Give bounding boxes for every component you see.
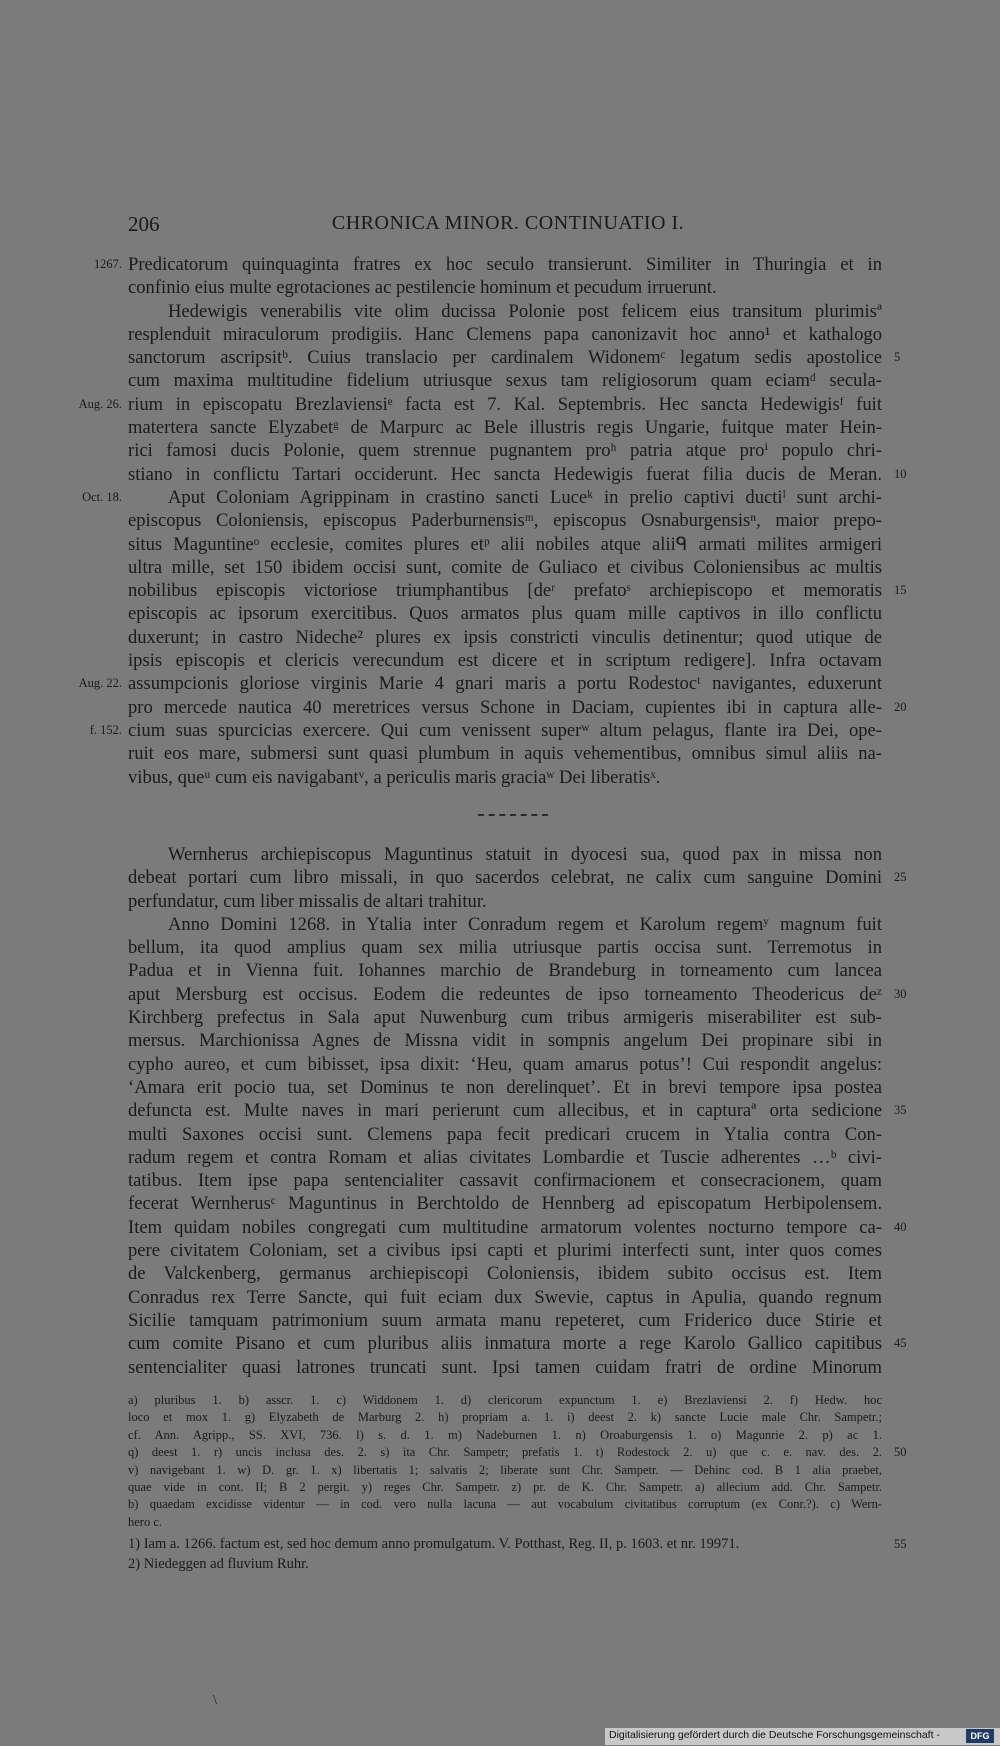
text-line-text: rici famosi ducis Polonie, quem strennue pugnantem proʰ patria atque proⁱ populo chri- <box>128 440 882 462</box>
text-line <box>128 626 882 649</box>
text-line-text: cypho aureo, et cum bibisset, ipsa dixit: ‘Heu, quam amarus potus’! Cui respondit angelus: <box>128 1053 882 1075</box>
text-line <box>128 1076 882 1099</box>
text-line-text: pro mercede nautica 40 meretrices versus Schone in Daciam, cupientes ibi in captura alle- <box>128 696 882 718</box>
footnote-line <box>128 1554 882 1574</box>
text-line-text: defuncta est. Multe naves in mari perierunt cum allecibus, et in capturaª orta sedicione <box>128 1100 882 1122</box>
text-line-text: ‘Amara erit pocio tua, set Dominus te non derelinquet’. Et in brevi tempore ipsa postea <box>128 1076 882 1098</box>
margin-line-number: 50 <box>894 1445 907 1460</box>
text-line <box>128 696 907 719</box>
text-line-text: Predicatorum quinquaginta fratres ex hoc seculo transierunt. Similiter in Thuringia et in <box>128 254 882 275</box>
text-line <box>78 393 882 416</box>
text-line-text: Anno Domini 1268. in Ytalia inter Conradum regem et Karolum regemʸ magnum fuit <box>168 913 882 935</box>
page-number: 206 <box>128 212 160 236</box>
main-text-section-1 <box>78 253 907 789</box>
text-line-text: vibus, queᵘ cum eis navigabantᵛ, a periculis maris graciaʷ Dei liberatisˣ. <box>128 766 661 788</box>
text-line <box>128 323 882 346</box>
text-line-text: Sicilie tamquam patrimonium suum armata manu repeteret, cum Friderico duce Stirie et <box>128 1309 882 1331</box>
text-line <box>128 509 882 532</box>
margin-line-number: 15 <box>894 583 907 598</box>
text-line <box>128 1216 907 1239</box>
apparatus-line <box>128 1392 882 1409</box>
text-line <box>128 742 882 765</box>
text-line <box>128 1239 882 1262</box>
text-line-text: perfundatur, cum liber missalis de altari trahitur. <box>128 890 487 912</box>
text-line <box>128 276 882 299</box>
text-line <box>128 1332 907 1355</box>
text-line-text: cum comite Pisano et cum pluribus aliis inmatura morte a rege Karolo Gallico capitibus <box>128 1333 882 1355</box>
apparatus-line <box>128 1409 882 1426</box>
text-line <box>93 253 882 276</box>
footnote-line-text: 1) Iam a. 1266. factum est, sed hoc demum anno promulgatum. V. Potthast, Reg. II, p. 1603. et nr. 19971. <box>128 1536 740 1552</box>
margin-date-note: Aug. 26. <box>78 396 122 411</box>
apparatus-line-text: loco et mox 1. g) Elyzabeth de Marburg 2. h) propriam a. 1. i) deest 2. k) sancte Lucie male Chr. Sampetr.; <box>128 1410 882 1425</box>
text-line <box>128 1169 882 1192</box>
text-line-text: episcopis ac ipsorum exercitibus. Quos armatos plus quam mille captivos in illo conflictu <box>128 603 882 625</box>
text-line <box>128 346 901 369</box>
text-line-text: resplenduit miraculorum prodigiis. Hanc Clemens papa canonizavit hoc anno¹ et kathalogo <box>128 323 882 345</box>
text-line-text: fecerat Wernherusᶜ Maguntinus in Berchtoldo de Hennberg ad episcopatum Herbipolensem. <box>128 1193 882 1215</box>
text-line-text: sentencialiter quasi latrones truncati sunt. Ipsi tamen cuidam fratri de ordine Minorum <box>128 1356 882 1378</box>
text-line <box>128 439 882 462</box>
text-line-text: sanctorum ascripsitᵇ. Cuius translacio per cardinalem Widonemᶜ legatum sedis apostolice <box>128 347 882 369</box>
text-line-text: mersus. Marchionissa Agnes de Missna vidit in sompnis angelum Dei propinare sibi in <box>128 1030 882 1052</box>
apparatus-line <box>128 1444 907 1461</box>
margin-line-number: 30 <box>894 986 907 1001</box>
text-line-text: rium in episcopatu Brezlaviensiᵉ facta est 7. Kal. Septembris. Hec sancta Hedewigisᶠ fuit <box>128 393 882 415</box>
text-line-text: ipsis episcopis et clericis verecundum est dicere et in scriptum redigere]. Infra octavam <box>128 650 882 672</box>
apparatus-line-text: q) deest 1. r) uncis inclusa des. 2. s) ita Chr. Sampetr; prefatis 1. t) Rodestock 2. u) que c. e. nav. des. 2. <box>128 1445 882 1460</box>
running-head: CHRONICA MINOR. CONTINUATIO I. <box>331 212 685 234</box>
text-line-text: situs Maguntineᵒ ecclesie, comites plures etᵖ alii nobiles atque aliiᑫ armati milites armigeri <box>128 533 882 555</box>
text-line <box>128 649 882 672</box>
text-line <box>128 1006 882 1029</box>
text-line-text: multi Saxones occisi sunt. Clemens papa fecit predicari crucem in Ytalia contra Con- <box>128 1123 882 1145</box>
text-line <box>128 369 882 392</box>
text-line <box>128 936 882 959</box>
text-line <box>128 1356 882 1379</box>
text-line-text: cium suas spurcicias exercere. Qui cum venissent superʷ altum pelagus, flante ira Dei, ope- <box>128 719 882 741</box>
text-line <box>128 1286 882 1309</box>
critical-apparatus <box>128 1392 907 1531</box>
text-line <box>128 959 882 982</box>
margin-date-note: 1267. <box>93 257 122 271</box>
text-line <box>128 579 907 602</box>
apparatus-line-text: cf. Ann. Agripp., SS. XVI, 736. l) s. d. 1. m) Nadeburnen 1. n) Oroaburgensis 1. o) Magunrie 2. p) ac 1. <box>128 1427 882 1442</box>
text-line-text: cum maxima multitudine fidelium utriusque sexus tam religiosorum quam eciamᵈ secula- <box>128 370 882 392</box>
apparatus-line <box>128 1462 882 1479</box>
text-line <box>128 1146 882 1169</box>
main-text-section-2 <box>128 843 907 1379</box>
text-line <box>128 866 907 889</box>
apparatus-line-text: b) quaedam excidisse videntur — in cod. vero nulla lacuna — aut vocabulum civitatibus corruptum (ex Conr.?). c) Wern- <box>128 1497 882 1512</box>
page-header <box>128 212 888 242</box>
text-line-text: radum regem et contra Romam et alias civitates Lombardie et Tuscie adherentes …ᵇ civi- <box>128 1146 882 1168</box>
text-line <box>128 556 882 579</box>
margin-line-number: 25 <box>894 870 907 885</box>
footnotes <box>128 1534 907 1574</box>
margin-line-number: 10 <box>894 466 907 481</box>
text-line <box>128 416 882 439</box>
text-line-text: assumpcionis gloriose virginis Marie 4 gnari maris a portu Rodestocᵗ navigantes, eduxerunt <box>128 673 882 695</box>
text-line-text: debeat portari cum libro missali, in quo sacerdos celebrat, ne calix cum sanguine Domini <box>128 867 882 889</box>
text-line <box>89 719 882 742</box>
text-line-text: Kirchberg prefectus in Sala aput Nuwenburg cum tribus armigeris miserabiliter est sub- <box>128 1007 882 1029</box>
text-line-text: Conradus rex Terre Sancte, qui fuit eciam dux Swevie, captus in Apulia, quando regnum <box>128 1286 882 1308</box>
dfg-logo: DFG <box>966 1729 994 1743</box>
text-line <box>128 1029 882 1052</box>
text-line <box>78 672 882 695</box>
text-line <box>82 486 882 509</box>
text-line-text: stiano in conflictu Tartari occiderunt. Hec sancta Hedewigis fuerat filia ducis de Meran. <box>128 463 882 485</box>
text-line-text: bellum, ita quod amplius quam sex milia utriusque partis occisa sunt. Terremotus in <box>128 937 882 959</box>
text-line-text: confinio eius multe egrotaciones ac pestilencie hominum et pecudum irruerunt. <box>128 277 717 299</box>
text-line <box>128 843 882 866</box>
margin-line-number: 35 <box>894 1103 907 1118</box>
text-line-text: Wernherus archiepiscopus Maguntinus statuit in dyocesi sua, quod pax in missa non <box>168 844 882 865</box>
text-line <box>128 1123 882 1146</box>
text-line <box>128 1053 882 1076</box>
apparatus-line-text: hero c. <box>128 1514 163 1529</box>
text-line-text: episcopus Coloniensis, episcopus Paderburnensisᵐ, episcopus Osnaburgensisⁿ, maior prepo- <box>128 510 882 532</box>
apparatus-line-text: quae vide in cont. II; B 2 pergit. y) reges Chr. Sampetr. z) pr. de K. Chr. Sampetr. a) allecium add. Chr. Sampetr. <box>128 1479 882 1494</box>
text-line-text: Hedewigis venerabilis vite olim ducissa Polonie post felicem eius transitum plurimisª <box>168 300 882 322</box>
text-line <box>128 602 882 625</box>
page-mark: \ <box>213 1693 217 1708</box>
apparatus-line-text: v) navigebant 1. w) D. gr. 1. x) libertatis 1; salvatis 2; liberate sunt Chr. Sampetr. — Dehinc cod. B 1 alia praebet, <box>128 1462 882 1477</box>
text-line <box>128 1262 882 1285</box>
section-separator <box>478 814 548 818</box>
text-line-text: Item quidam nobiles congregati cum multitudine armatorum volentes nocturno tempore ca- <box>128 1216 882 1238</box>
text-line <box>128 913 882 936</box>
text-line <box>128 533 882 556</box>
text-line <box>128 890 882 913</box>
margin-line-number: 20 <box>894 699 907 714</box>
text-line-text: ruit eos mare, submersi sunt quasi plumbum in aquis vehementibus, omnibus simul aliis na- <box>128 743 882 765</box>
text-line-text: nobilibus episcopis victoriose triumphantibus [deʳ prefatoˢ archiepiscopo et memoratis <box>128 580 882 602</box>
apparatus-line-text: a) pluribus 1. b) asscr. 1. c) Widdonem 1. d) clericorum expunctum 1. e) Brezlaviensi 2. f) Hedw. hoc <box>128 1393 882 1407</box>
text-line-text: Aput Coloniam Agrippinam in crastino sancti Luceᵏ in prelio captivi ductiˡ sunt archi- <box>168 486 882 508</box>
margin-line-number: 55 <box>894 1537 907 1551</box>
text-line <box>128 1099 907 1122</box>
text-line <box>128 300 882 323</box>
margin-line-number: 5 <box>894 350 901 365</box>
margin-line-number: 45 <box>894 1336 907 1351</box>
text-line-text: matertera sancte Elyzabetᵍ de Marpurc ac Bele illustris regis Ungarie, fuitque mater Hein- <box>128 417 882 439</box>
footnote-line-text: 2) Niedeggen ad fluvium Ruhr. <box>128 1556 309 1572</box>
footnote-line <box>128 1534 907 1554</box>
text-line-text: duxerunt; in castro Nideche² plures ex ipsis constricti vinculis detinentur; quod utique de <box>128 626 882 648</box>
apparatus-line <box>128 1514 882 1531</box>
text-line <box>128 1192 882 1215</box>
text-line <box>128 983 907 1006</box>
digitization-credit: Digitalisierung gefördert durch die Deutsche Forschungsgemeinschaft - <box>609 1729 940 1741</box>
text-line <box>128 766 882 789</box>
text-line-text: aput Mersburg est occisus. Eodem die redeuntes de ipso torneamento Theodericus deᶻ <box>128 983 882 1005</box>
apparatus-line <box>128 1479 882 1496</box>
text-line-text: tatibus. Item ipse papa sentencialiter cassavit confirmacionem et consecracionem, quam <box>128 1170 882 1192</box>
apparatus-line <box>128 1496 882 1513</box>
text-line <box>128 463 907 486</box>
margin-date-note: f. 152. <box>89 722 122 737</box>
apparatus-line <box>128 1427 882 1444</box>
text-line-text: de Valckenberg, germanus archiepiscopi Coloniensis, ibidem subito occisus est. Item <box>128 1263 882 1285</box>
text-line-text: Padua et in Vienna fuit. Iohannes marchio de Brandeburg in torneamento cum lancea <box>128 960 882 982</box>
text-line-text: ultra mille, set 150 ibidem occisi sunt, comite de Guliaco et civibus Coloniensibus ac multis <box>128 556 882 578</box>
margin-line-number: 40 <box>894 1219 907 1234</box>
text-line-text: pere civitatem Coloniam, set a civibus ipsi capti et plurimi interfecti sunt, inter quos comes <box>128 1240 882 1262</box>
text-line <box>128 1309 882 1332</box>
margin-date-note: Aug. 22. <box>78 676 122 691</box>
margin-date-note: Oct. 18. <box>82 489 122 504</box>
